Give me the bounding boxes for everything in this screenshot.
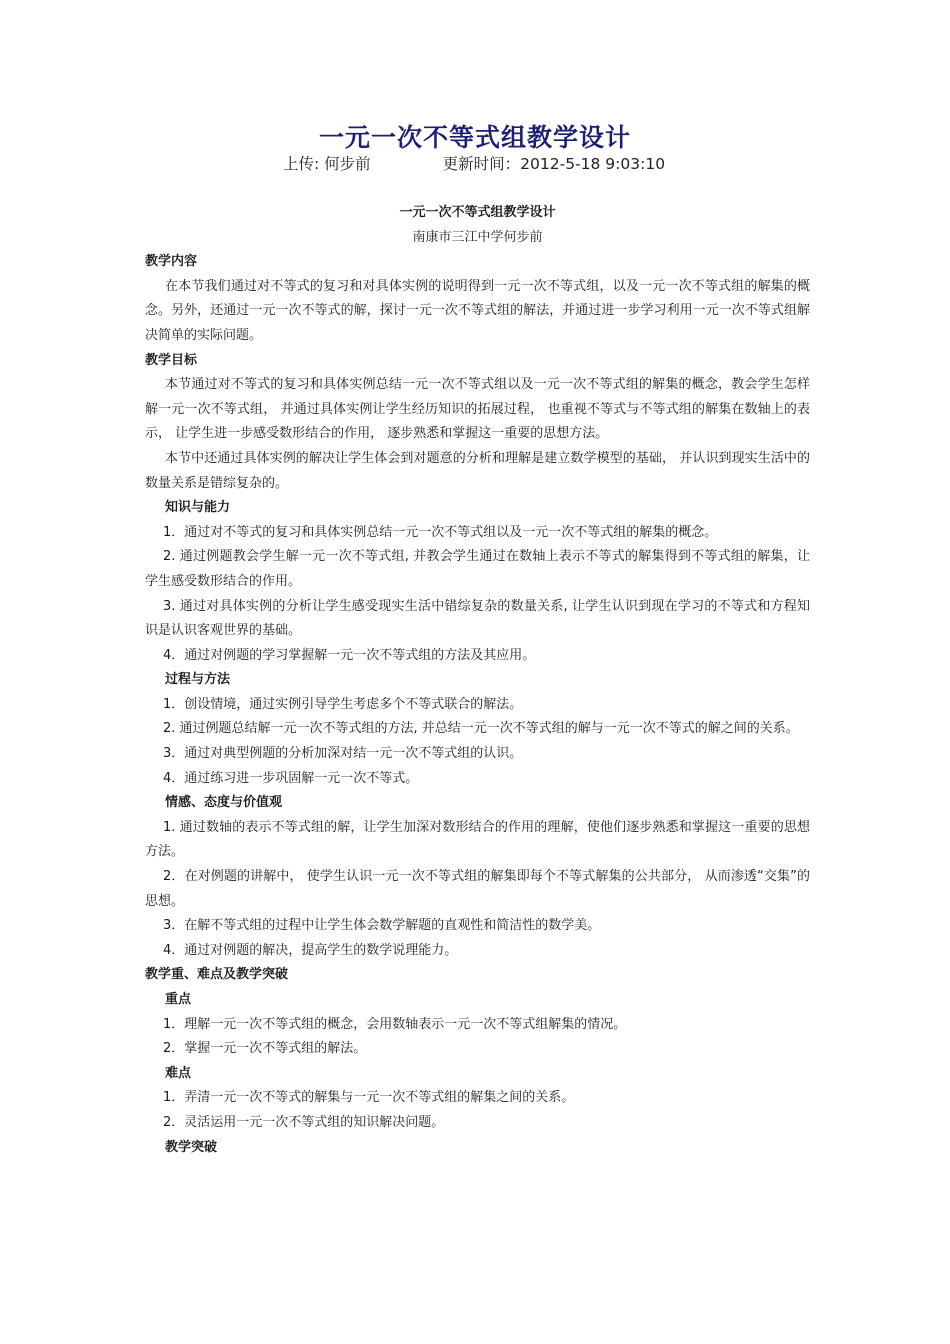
- list-item: 2. 通过例题教会学生解一元一次不等式组, 并教会学生通过在数轴上表示不等式的解集得到不等式组的解集，让学生感受数形结合的作用。: [145, 549, 810, 589]
- list-item: 2．在对例题的讲解中， 使学生认识一元一次不等式组的解集即每个不等式解集的公共部分， 从而渗透“交集”的思想。: [145, 869, 810, 909]
- paragraph: 本节通过对不等式的复习和具体实例总结一元一次不等式组以及一元一次不等式组的解集的概念，教会学生怎样解一元一次不等式组， 并通过具体实例让学生经历知识的拓展过程， 也重视不等式与不等式组的解集在数轴上的表示， 让学生进一步感受数形结合的作用， 逐步熟悉和掌握这一重要的思想方法。: [145, 377, 810, 442]
- subheading-focus: 重点: [165, 992, 192, 1007]
- list-item: 4．通过对例题的解决，提高学生的数学说理能力。: [163, 942, 458, 958]
- list-item: 2．掌握一元一次不等式组的解法。: [163, 1041, 367, 1057]
- list-item: 4．通过练习进一步巩固解一元一次不等式。: [163, 770, 419, 786]
- document-title: 一元一次不等式组教学设计: [318, 123, 631, 152]
- list-item: 1．理解一元一次不等式组的概念，会用数轴表示一元一次不等式组解集的情况。: [163, 1016, 627, 1032]
- paragraph: 在本节我们通过对不等式的复习和对具体实例的说明得到一元一次不等式组，以及一元一次不等式组的解集的概念。另外，还通过一元一次不等式的解，探讨一元一次不等式组的解法，并通过进一步学习利用一元一次不等式组解决简单的实际问题。: [145, 278, 810, 343]
- paragraph: 本节中还通过具体实例的解决让学生体会到对题意的分析和理解是建立数学模型的基础， 并认识到现实生活中的数量关系是错综复杂的。: [145, 450, 810, 491]
- document-body: [145, 201, 810, 1160]
- list-item: 1．创设情境，通过实例引导学生考虑多个不等式联合的解法。: [163, 696, 523, 712]
- list-item: 3．在解不等式组的过程中让学生体会数学解题的直观性和简洁性的数学美。: [163, 918, 601, 934]
- updated-time: 更新时间：2012-5-18 9:03:10: [442, 155, 666, 173]
- list-item: 1．弄清一元一次不等式的解集与一元一次不等式组的解集之间的关系。: [163, 1090, 575, 1106]
- document-meta: [283, 152, 665, 174]
- section-heading-key-points: 教学重、难点及教学突破: [145, 967, 289, 983]
- list-item: 1．通过对不等式的复习和具体实例总结一元一次不等式组以及一元一次不等式组的解集的概念。: [163, 524, 718, 540]
- list-item: 2. 通过例题总结解一元一次不等式组的方法, 并总结一元一次不等式组的解与一元一次不等式的解之间的关系。: [163, 721, 799, 737]
- section-heading-goals: 教学目标: [145, 352, 198, 368]
- body-title: 一元一次不等式组教学设计: [399, 205, 556, 220]
- body-author: 南康市三江中学何步前: [412, 229, 543, 245]
- subheading-knowledge: 知识与能力: [165, 500, 231, 516]
- subheading-emotion: 情感、态度与价值观: [165, 795, 283, 811]
- section-heading-content: 教学内容: [145, 254, 198, 270]
- list-item: 1. 通过数轴的表示不等式组的解，让学生加深对数形结合的作用的理解，使他们逐步熟悉和掌握这一重要的思想方法。: [145, 819, 810, 860]
- list-item: 3. 通过对具体实例的分析让学生感受现实生活中错综复杂的数量关系, 让学生认识到现在学习的不等式和方程知识是认识客观世界的基础。: [145, 598, 810, 639]
- uploader-label: 上传: 何步前: [283, 155, 371, 173]
- list-item: 2．灵活运用一元一次不等式组的知识解决问题。: [163, 1114, 445, 1130]
- subheading-breakthrough: 教学突破: [165, 1139, 218, 1155]
- list-item: 4．通过对例题的学习掌握解一元一次不等式组的方法及其应用。: [163, 647, 536, 663]
- subheading-process: 过程与方法: [165, 672, 231, 688]
- subheading-difficulty: 难点: [165, 1065, 192, 1081]
- list-item: 3．通过对典型例题的分析加深对结一元一次不等式组的认识。: [163, 746, 523, 762]
